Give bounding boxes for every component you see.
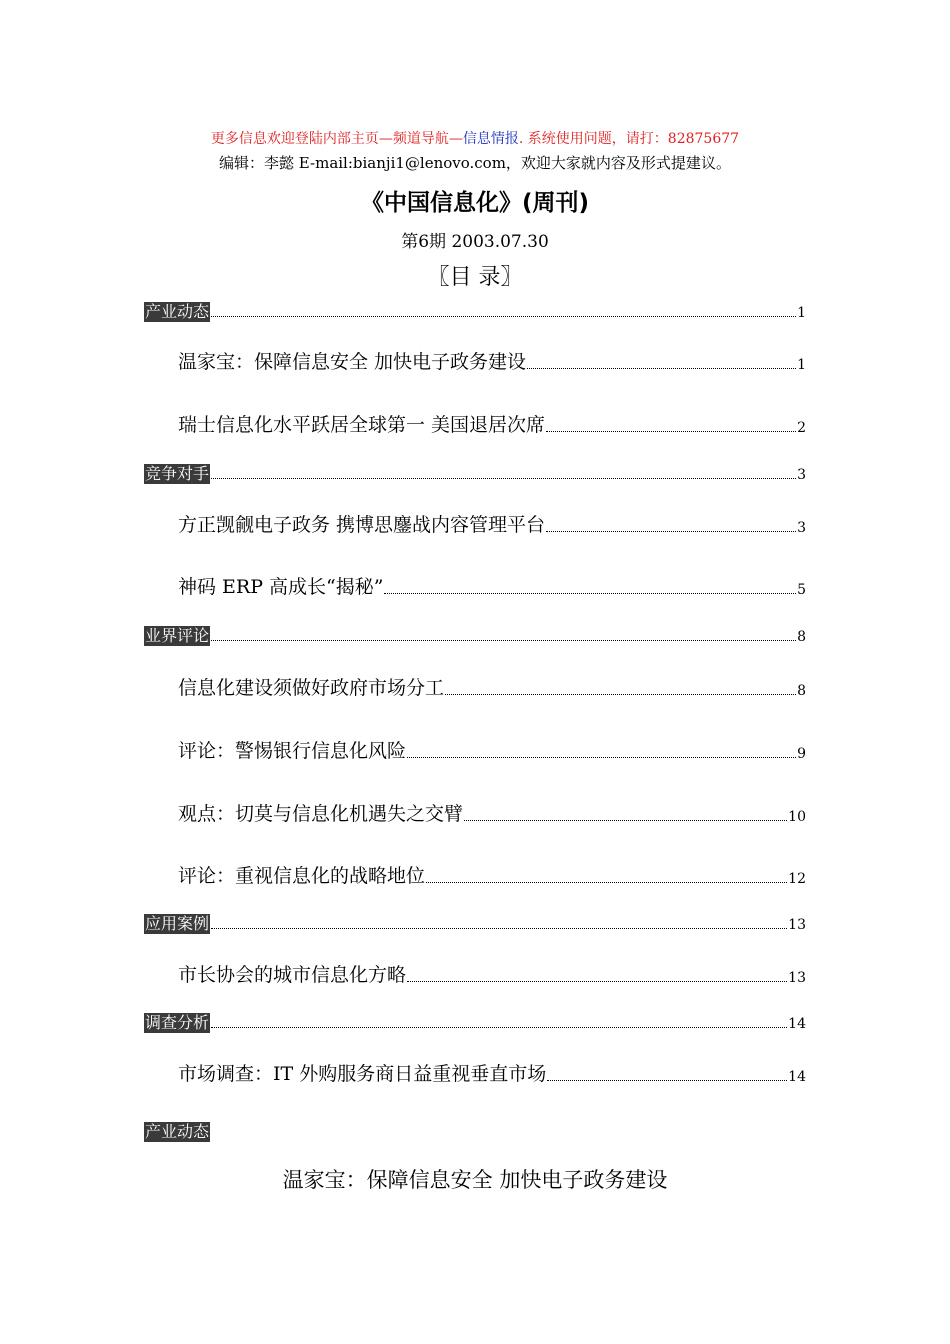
toc-page-number: 14: [788, 1016, 806, 1032]
notice-support-text: . 系统使用问题，请打：82875677: [518, 131, 740, 147]
toc-category-label: 业界评论: [145, 626, 210, 645]
toc-category-row[interactable]: [144, 1013, 806, 1033]
toc-entry-row[interactable]: [178, 963, 806, 987]
toc-page-number: 14: [788, 1069, 806, 1085]
toc-page-number: 9: [797, 746, 806, 762]
toc-dot-leader: [426, 882, 787, 883]
toc-entry-label: 市长协会的城市信息化方略: [178, 964, 407, 986]
toc-entry-label: 评论：警惕银行信息化风险: [178, 740, 407, 762]
toc-category-row[interactable]: [144, 626, 806, 646]
toc-entry-row[interactable]: [178, 676, 806, 700]
toc-entry-label: 信息化建设须做好政府市场分工: [178, 677, 445, 699]
toc-dot-leader: [546, 431, 796, 432]
editor-line: 编辑：李懿 E-mail:bianji1@lenovo.com，欢迎大家就内容及形式提建议。: [219, 154, 731, 172]
toc-page-number: 10: [788, 809, 806, 825]
toc-dot-leader: [407, 981, 787, 982]
toc-category-row[interactable]: [144, 914, 806, 934]
toc-entry-label: 市场调查：IT 外购服务商日益重视垂直市场: [178, 1063, 547, 1085]
publication-title: 《中国信息化》(周刊): [360, 190, 590, 216]
notice-link-info[interactable]: 信息情报: [462, 131, 519, 147]
toc-entry-row[interactable]: [178, 864, 806, 888]
article-title: 温家宝：保障信息安全 加快电子政务建设: [282, 1168, 668, 1192]
toc-category-row[interactable]: [144, 302, 806, 322]
toc-dot-leader: [211, 478, 796, 479]
toc-entry-label: 神码 ERP 高成长“揭秘”: [178, 576, 384, 598]
toc-category-row[interactable]: [144, 464, 806, 484]
toc-page-number: 8: [797, 629, 806, 645]
toc-dot-leader: [547, 1080, 787, 1081]
intranet-notice: [0, 128, 950, 148]
toc-entry-row[interactable]: [178, 413, 806, 437]
notice-text: 更多信息欢迎登陆内部主页—频道导航—: [210, 131, 463, 147]
toc-page-number: 3: [797, 520, 806, 536]
toc-page-number: 3: [797, 467, 806, 483]
toc-dot-leader: [211, 316, 796, 317]
toc-page-number: 12: [788, 871, 806, 887]
toc-entry-row[interactable]: [178, 739, 806, 763]
toc-dot-leader: [527, 368, 796, 369]
toc-page-number: 1: [797, 357, 806, 373]
toc-category-label: 产业动态: [145, 302, 210, 321]
toc-page-number: 13: [788, 970, 806, 986]
toc-entry-label: 观点：切莫与信息化机遇失之交臂: [178, 803, 464, 825]
toc-dot-leader: [211, 640, 796, 641]
toc-dot-leader: [407, 757, 796, 758]
toc-category-label: 竞争对手: [145, 464, 210, 483]
toc-dot-leader: [384, 593, 796, 594]
toc-dot-leader: [464, 820, 787, 821]
toc-entry-label: 瑞士信息化水平跃居全球第一 美国退居次席: [178, 414, 546, 436]
toc-entry-label: 温家宝：保障信息安全 加快电子政务建设: [178, 351, 527, 373]
toc-dot-leader: [445, 694, 796, 695]
section-tag: 产业动态: [145, 1122, 210, 1141]
toc-dot-leader: [211, 1027, 787, 1028]
toc-entry-row[interactable]: [178, 802, 806, 826]
toc-entry-row[interactable]: [178, 513, 806, 537]
toc-dot-leader: [211, 928, 787, 929]
toc-category-label: 调查分析: [145, 1013, 210, 1032]
toc-entry-row[interactable]: [178, 350, 806, 374]
toc-dot-leader: [546, 531, 796, 532]
toc-page-number: 8: [797, 683, 806, 699]
toc-entry-row[interactable]: [178, 1062, 806, 1086]
toc-entry-label: 评论：重视信息化的战略地位: [178, 865, 426, 887]
toc-page-number: 13: [788, 917, 806, 933]
toc-heading: 〖目 录〗: [427, 265, 523, 290]
toc-category-label: 应用案例: [145, 914, 210, 933]
issue-line: 第6期 2003.07.30: [401, 232, 549, 252]
toc-page-number: 5: [797, 582, 806, 598]
toc-entry-label: 方正觊觎电子政务 携博思鏖战内容管理平台: [178, 514, 546, 536]
toc-entry-row[interactable]: [178, 575, 806, 599]
toc-page-number: 2: [797, 420, 806, 436]
toc-page-number: 1: [797, 305, 806, 321]
